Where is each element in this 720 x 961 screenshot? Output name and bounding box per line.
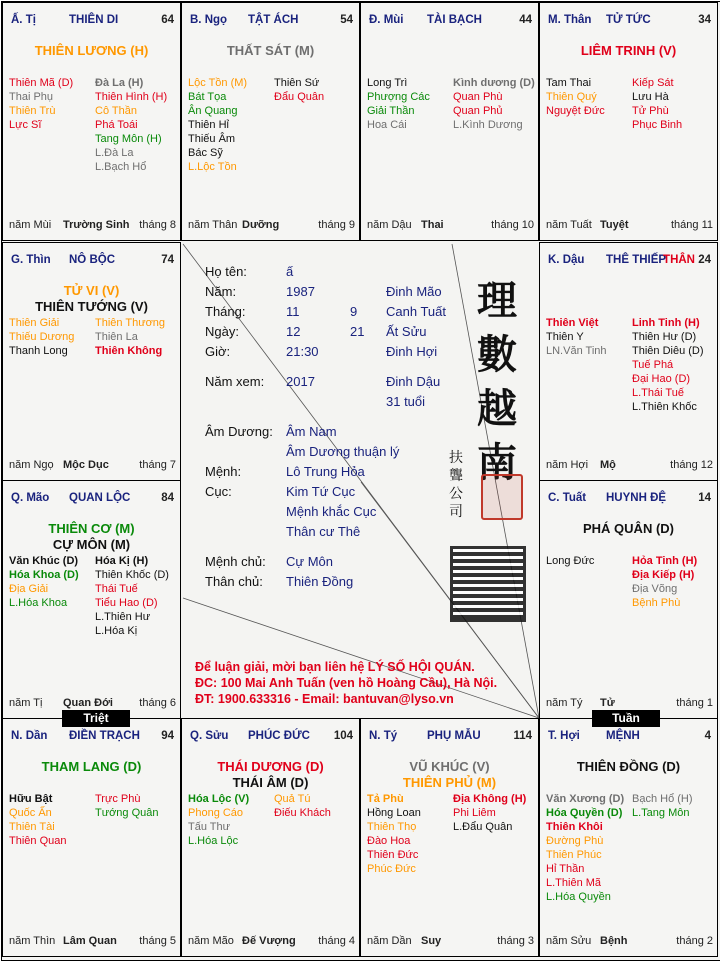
minor-star: Phi Liêm xyxy=(453,807,496,819)
palace-footer xyxy=(188,219,355,233)
palace-header xyxy=(9,254,176,268)
hour-value: 21:30 xyxy=(286,344,319,359)
palace-branch: N. Tý xyxy=(369,730,398,742)
palace-branch: T. Hợi xyxy=(548,730,580,742)
minor-star: L.Hóa Lộc xyxy=(188,835,239,847)
palace-year: năm Tị xyxy=(9,697,43,709)
minor-star: Bệnh Phù xyxy=(632,597,681,609)
main-star: THÁI ÂM (D) xyxy=(232,775,309,790)
minor-star: Hữu Bật xyxy=(9,793,53,805)
minor-star: Hồng Loan xyxy=(367,807,421,819)
palace-year: năm Dậu xyxy=(367,219,412,231)
contact-line-3[interactable]: ĐT: 1900.633316 - Email: bantuvan@lyso.vn xyxy=(195,692,454,706)
day-value: 12 xyxy=(286,324,301,339)
palace-footer xyxy=(367,219,534,233)
palace-cell-dau xyxy=(539,242,718,481)
hour-label: Giờ: xyxy=(205,344,231,359)
life-stage: Dưỡng xyxy=(242,219,280,231)
palace-branch: N. Dần xyxy=(11,730,48,742)
minor-star: L.Lộc Tồn xyxy=(188,161,237,173)
minor-star: Giải Thần xyxy=(367,105,415,117)
minor-star: Thiên Việt xyxy=(546,317,599,329)
month-label: Tháng: xyxy=(205,304,246,319)
minor-star: Bác Sỹ xyxy=(188,147,223,159)
minor-star: Hỉ Thần xyxy=(546,863,585,875)
than-marker: THÂN xyxy=(663,254,695,266)
palace-branch: Q. Sửu xyxy=(190,730,229,742)
minor-star: Phong Cáo xyxy=(188,807,244,819)
palace-month: tháng 5 xyxy=(139,935,176,947)
palace-header xyxy=(9,492,176,506)
minor-star: Đường Phù xyxy=(546,835,604,847)
palace-footer xyxy=(546,697,713,711)
minor-star: Thiên Trù xyxy=(9,105,56,117)
minor-star: Tang Môn (H) xyxy=(95,133,162,145)
life-stage: Suy xyxy=(421,935,442,947)
view-year-value: 2017 xyxy=(286,374,315,389)
minor-star: Tấu Thư xyxy=(188,821,231,833)
year-value: 1987 xyxy=(286,284,315,299)
minor-star: Quốc Ấn xyxy=(9,807,52,819)
minor-star: Đại Hao (D) xyxy=(632,373,691,385)
main-star: PHÁ QUÂN (D) xyxy=(583,521,674,536)
hour-canchi: Đinh Hợi xyxy=(386,344,438,359)
palace-header xyxy=(546,254,713,268)
minor-star: Thiếu Âm xyxy=(188,133,236,145)
palace-age: 84 xyxy=(161,492,174,504)
calligraphy-seal-small: 扶 聾 公 司 xyxy=(449,450,463,520)
minor-star: Địa Võng xyxy=(632,583,678,595)
palace-branch: C. Tuất xyxy=(548,492,587,504)
minor-star: L.Đà La xyxy=(95,147,134,159)
minor-star: L.Đẩu Quân xyxy=(453,821,513,833)
amduong-note: Âm Dương thuận lý xyxy=(286,444,400,459)
minor-star: L.Tang Môn xyxy=(632,807,690,819)
center-info xyxy=(183,244,539,718)
minor-star: Đà La (H) xyxy=(95,77,144,89)
minor-star: Thiên Quan xyxy=(9,835,67,847)
palace-year: năm Hợi xyxy=(546,459,589,471)
minor-star: Bát Tọa xyxy=(188,91,227,103)
palace-footer xyxy=(9,935,176,949)
palace-month: tháng 1 xyxy=(676,697,713,709)
palace-month: tháng 8 xyxy=(139,219,176,231)
minor-star: Tả Phù xyxy=(367,793,404,805)
main-star: VŨ KHÚC (V) xyxy=(409,759,490,774)
minor-star: Địa Không (H) xyxy=(453,793,527,805)
minor-star: Long Đức xyxy=(546,555,595,567)
than-chu-value: Thiên Đồng xyxy=(286,574,354,589)
minor-star: Trực Phù xyxy=(95,793,141,805)
month-lunar: 9 xyxy=(350,304,358,319)
tuan-tag: Tuần xyxy=(592,710,660,727)
main-star: THÁI DƯƠNG (D) xyxy=(217,759,324,774)
day-canchi: Ất Sửu xyxy=(386,324,427,339)
palace-branch: Đ. Mùi xyxy=(369,14,404,26)
minor-star: L.Thiên Khốc xyxy=(632,401,697,413)
palace-age: 24 xyxy=(698,254,711,266)
minor-star: Thiên Y xyxy=(546,331,584,343)
minor-star: Lưu Hà xyxy=(632,91,669,103)
minor-star: Hóa Lộc (V) xyxy=(188,793,250,805)
palace-month: tháng 7 xyxy=(139,459,176,471)
minor-star: Thai Phụ xyxy=(9,91,54,103)
palace-age: 14 xyxy=(698,492,711,504)
palace-month: tháng 11 xyxy=(670,219,713,231)
palace-age: 104 xyxy=(333,730,353,742)
life-stage: Mộc Dục xyxy=(63,459,109,471)
view-year-label: Năm xem: xyxy=(205,374,265,389)
main-star: THIÊN LƯƠNG (H) xyxy=(34,43,149,58)
minor-star: Thiên Quý xyxy=(546,91,597,103)
minor-star: Hóa Quyền (D) xyxy=(546,807,623,819)
minor-star: L.Bạch Hổ xyxy=(95,161,147,173)
day-label: Ngày: xyxy=(205,324,239,339)
minor-star: LN.Văn Tinh xyxy=(546,345,607,357)
palace-name: THIÊN DI xyxy=(69,14,119,26)
palace-cell-mui xyxy=(360,2,539,241)
name-label: Họ tên: xyxy=(205,264,247,279)
amduong-value: Âm Nam xyxy=(286,424,337,439)
minor-star: Lực Sĩ xyxy=(9,119,42,131)
palace-header xyxy=(546,492,713,506)
minor-star: Thiên Tài xyxy=(9,821,55,833)
minor-star: Thiên Sứ xyxy=(274,77,320,89)
palace-cell-suu xyxy=(181,718,360,957)
minor-star: L.Kình Dương xyxy=(453,119,523,131)
minor-star: Điếu Khách xyxy=(274,807,331,819)
palace-footer xyxy=(188,935,355,949)
palace-name: TỬ TỨC xyxy=(606,14,651,26)
minor-star: Phúc Đức xyxy=(367,863,416,875)
minor-star: Tiểu Hao (D) xyxy=(95,597,158,609)
palace-month: tháng 10 xyxy=(491,219,534,231)
minor-star: Nguyệt Đức xyxy=(546,105,605,117)
view-year-canchi: Đinh Dậu xyxy=(386,374,441,389)
menh-chu-value: Cự Môn xyxy=(286,554,333,569)
life-stage: Bệnh xyxy=(600,935,628,947)
palace-branch: K. Dậu xyxy=(548,254,585,266)
palace-header xyxy=(188,730,355,744)
minor-star: Thiên Hư (D) xyxy=(632,331,697,343)
palace-name: TÀI BẠCH xyxy=(427,14,482,26)
minor-star: Thiên Đức xyxy=(367,849,419,861)
life-stage: Trường Sinh xyxy=(63,219,130,231)
palace-month: tháng 2 xyxy=(676,935,713,947)
minor-star: Tam Thai xyxy=(546,77,592,89)
minor-star: Thiếu Dương xyxy=(9,331,75,343)
name-value: ấ xyxy=(286,264,294,279)
palace-header xyxy=(367,14,534,28)
palace-year: năm Tuất xyxy=(546,219,592,231)
life-stage: Tử xyxy=(600,697,615,709)
minor-star: Thiên La xyxy=(95,331,138,343)
menh-chu-label: Mệnh chủ: xyxy=(205,554,266,569)
life-stage: Thai xyxy=(421,219,444,231)
palace-name: TẬT ÁCH xyxy=(248,14,299,26)
palace-footer xyxy=(546,935,713,949)
palace-cell-thin xyxy=(2,242,181,481)
minor-star: Thái Tuế xyxy=(95,583,138,595)
palace-year: năm Tý xyxy=(546,697,583,709)
cuc-label: Cục: xyxy=(205,484,232,499)
minor-star: L.Thiên Mã xyxy=(546,877,602,889)
minor-star: Phục Binh xyxy=(632,119,683,131)
palace-cell-ty xyxy=(360,718,539,957)
main-star: CỰ MÔN (M) xyxy=(52,537,131,552)
minor-star: Phá Toái xyxy=(95,119,138,131)
cuc-note-1: Mệnh khắc Cục xyxy=(286,504,377,519)
minor-star: Văn Xương (D) xyxy=(546,793,625,805)
life-stage: Tuyệt xyxy=(600,219,629,231)
palace-year: năm Thân xyxy=(188,219,238,231)
minor-star: Tướng Quân xyxy=(95,807,159,819)
age: 31 tuổi xyxy=(386,394,426,409)
minor-star: Văn Khúc (D) xyxy=(9,555,79,567)
palace-header xyxy=(9,730,176,744)
main-star: THIÊN PHỦ (M) xyxy=(402,775,497,790)
minor-star: L.Hóa Kị xyxy=(95,625,138,637)
palace-age: 54 xyxy=(340,14,353,26)
life-stage: Đế Vượng xyxy=(242,935,296,947)
palace-name: MỆNH xyxy=(606,730,640,742)
palace-branch: G. Thìn xyxy=(11,254,51,266)
palace-branch: M. Thân xyxy=(548,14,592,26)
minor-star: Quan Phủ xyxy=(453,105,503,117)
life-stage: Mộ xyxy=(600,459,616,471)
palace-name: QUAN LỘC xyxy=(69,492,131,504)
main-star: THIÊN ĐỒNG (D) xyxy=(576,759,681,774)
month-canchi: Canh Tuất xyxy=(386,304,446,319)
month-value: 11 xyxy=(286,304,300,319)
menh-label: Mệnh: xyxy=(205,464,242,479)
minor-star: L.Thiên Hư xyxy=(95,611,151,623)
palace-age: 114 xyxy=(513,730,532,742)
minor-star: Thiên Mã (D) xyxy=(9,77,74,89)
palace-footer xyxy=(9,697,176,711)
contact-line-1: Để luận giải, mời bạn liên hệ LÝ SỐ HỘI QUÁN. xyxy=(195,660,475,674)
minor-star: Quan Phù xyxy=(453,91,503,103)
palace-cell-ngo xyxy=(181,2,360,241)
palace-year: năm Dần xyxy=(367,935,412,947)
life-stage: Quan Đới xyxy=(63,697,113,709)
minor-star: Thiên Hình (H) xyxy=(95,91,168,103)
palace-name: HUYNH ĐỆ xyxy=(606,492,667,504)
palace-month: tháng 12 xyxy=(670,459,713,471)
palace-age: 44 xyxy=(519,14,532,26)
minor-star: Tử Phù xyxy=(632,105,669,117)
minor-star: Lộc Tồn (M) xyxy=(188,77,248,89)
minor-star: L.Thái Tuế xyxy=(632,387,684,399)
calligraphy-logo: 理數越南 xyxy=(477,277,517,486)
palace-cell-dan xyxy=(2,718,181,957)
minor-star: Thiên Phúc xyxy=(546,849,602,861)
cuc-value: Kim Tứ Cục xyxy=(286,484,356,499)
main-star: THIÊN CƠ (M) xyxy=(48,521,135,536)
palace-age: 74 xyxy=(161,254,174,266)
main-star: THẤT SÁT (M) xyxy=(226,43,315,58)
palace-cell-ti xyxy=(2,2,181,241)
minor-star: Thanh Long xyxy=(9,345,68,357)
minor-star: Thiên Thương xyxy=(95,317,166,329)
minor-star: Cô Thần xyxy=(95,105,137,117)
minor-star: Phượng Các xyxy=(367,91,430,103)
minor-star: Ân Quang xyxy=(188,105,238,117)
life-stage: Lâm Quan xyxy=(63,935,117,947)
palace-cell-tuat xyxy=(539,480,718,719)
minor-star: Bạch Hổ (H) xyxy=(632,793,693,805)
minor-star: Hỏa Tinh (H) xyxy=(632,555,698,567)
year-label: Năm: xyxy=(205,284,237,299)
palace-footer xyxy=(9,459,176,473)
minor-star: Kình dương (D) xyxy=(453,77,535,89)
main-star: LIÊM TRINH (V) xyxy=(580,43,677,58)
minor-star: Hoa Cái xyxy=(367,119,407,131)
palace-header xyxy=(546,730,713,744)
palace-footer xyxy=(367,935,534,949)
palace-month: tháng 6 xyxy=(139,697,176,709)
palace-year: năm Mão xyxy=(188,935,234,947)
minor-star: Thiên Diêu (D) xyxy=(632,345,704,357)
minor-star: Long Trì xyxy=(367,77,408,89)
palace-age: 94 xyxy=(161,730,174,742)
palace-year: năm Sửu xyxy=(546,935,592,947)
palace-age: 34 xyxy=(698,14,711,26)
palace-month: tháng 4 xyxy=(318,935,355,947)
triet-tag: Triệt xyxy=(62,710,130,727)
palace-footer xyxy=(546,459,713,473)
menh-value: Lô Trung Hỏa xyxy=(286,464,365,479)
palace-branch: Q. Mão xyxy=(11,492,50,504)
contact-line-2: ĐC: 100 Mai Anh Tuấn (ven hồ Hoàng Cầu), Hà Nội. xyxy=(195,676,498,690)
minor-star: Thiên Hỉ xyxy=(188,119,229,131)
minor-star: Hóa Khoa (D) xyxy=(9,569,79,581)
minor-star: Hóa Kị (H) xyxy=(95,555,149,567)
minor-star: Thiên Khốc (D) xyxy=(95,569,169,581)
palace-header xyxy=(367,730,534,744)
palace-cell-hoi xyxy=(539,718,718,957)
palace-branch: B. Ngọ xyxy=(190,14,228,26)
palace-header xyxy=(188,14,355,28)
minor-star: Tuế Phá xyxy=(632,359,674,371)
palace-cell-mao xyxy=(2,480,181,719)
main-star: THAM LANG (D) xyxy=(41,759,142,774)
year-canchi: Đinh Mão xyxy=(386,284,442,299)
minor-star: Linh Tinh (H) xyxy=(632,317,700,329)
palace-age: 4 xyxy=(704,730,711,742)
palace-cell-than xyxy=(539,2,718,241)
minor-star: Quả Tú xyxy=(274,793,311,805)
day-lunar: 21 xyxy=(350,324,365,339)
minor-star: Kiếp Sát xyxy=(632,77,674,89)
minor-star: L.Hóa Quyền xyxy=(546,891,611,903)
minor-star: Đẩu Quân xyxy=(274,91,325,103)
palace-name: PHÚC ĐỨC xyxy=(248,730,310,742)
palace-year: năm Mùi xyxy=(9,219,52,231)
palace-month: tháng 9 xyxy=(318,219,355,231)
than-chu-label: Thân chủ: xyxy=(205,574,263,589)
palace-name: THÊ THIẾP xyxy=(606,254,667,266)
cuc-note-2: Thân cư Thê xyxy=(286,524,361,539)
palace-branch: Ấ. Tị xyxy=(11,14,36,26)
minor-star: L.Hóa Khoa xyxy=(9,597,68,609)
minor-star: Thiên Giải xyxy=(9,317,60,329)
minor-star: Thiên Khôi xyxy=(546,821,603,833)
minor-star: Thiên Thọ xyxy=(367,821,417,833)
minor-star: Địa Kiếp (H) xyxy=(632,569,695,581)
amduong-label: Âm Dương: xyxy=(205,424,273,439)
palace-name: NÔ BỘC xyxy=(69,254,115,266)
palace-year: năm Thìn xyxy=(9,935,56,947)
minor-star: Địa Giải xyxy=(9,583,49,595)
palace-month: tháng 3 xyxy=(497,935,534,947)
palace-header xyxy=(546,14,713,28)
horoscope-chart xyxy=(1,1,720,961)
minor-star: Thiên Không xyxy=(95,345,163,357)
palace-footer xyxy=(9,219,176,233)
palace-name: ĐIỀN TRẠCH xyxy=(69,730,140,742)
palace-header xyxy=(9,14,176,28)
minor-star: Đào Hoa xyxy=(367,835,411,847)
red-seal-icon xyxy=(481,474,523,520)
palace-name: PHỤ MẪU xyxy=(427,730,481,742)
qr-code-icon[interactable] xyxy=(453,549,523,619)
palace-footer xyxy=(546,219,713,233)
palace-age: 64 xyxy=(161,14,174,26)
main-star: TỬ VI (V) xyxy=(63,283,120,298)
palace-year: năm Ngọ xyxy=(9,459,54,471)
main-star: THIÊN TƯỚNG (V) xyxy=(35,299,148,314)
